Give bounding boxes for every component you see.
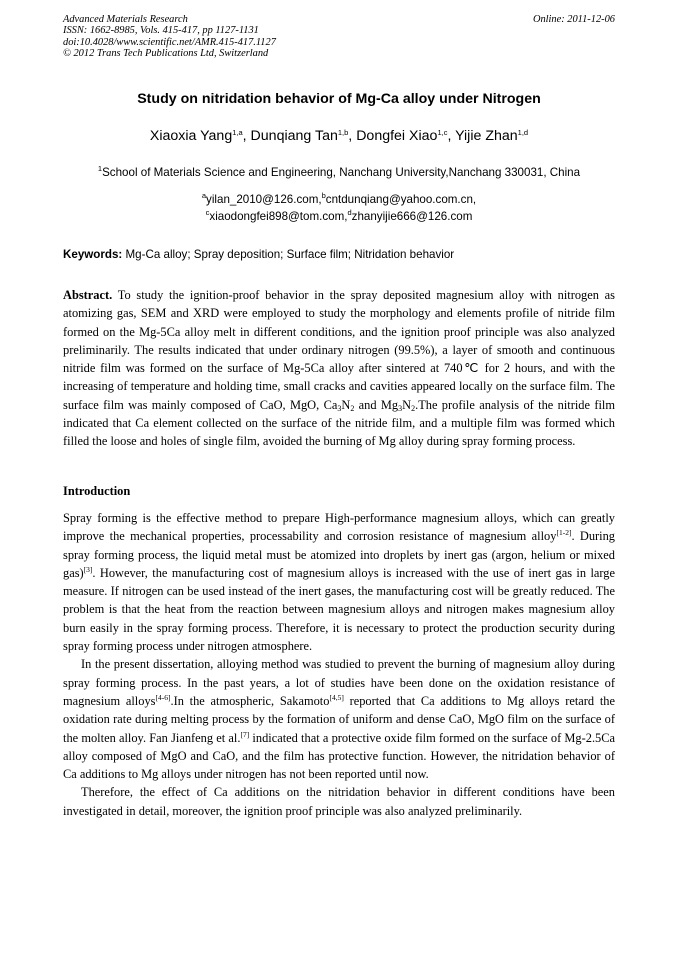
paragraph-text: reported that Ca additions to Mg alloys retard the oxidation rate during melting process by the formation of uniform and dense CaO, MgO film on the surface of the molten alloy. Fan Jianfeng et al.: [63, 693, 615, 745]
subscript: 3: [398, 403, 403, 413]
abstract-text: .The profile analysis of the nitride film indicated that Ca element collected on the surface of the nitride film, and a multiple film was formed which filled the loose and holes of single film, avoided the burning of Mg alloy during spray forming process.: [63, 397, 615, 449]
email-line: [0, 191, 678, 208]
abstract-text: To study the ignition-proof behavior in the spray deposited magnesium alloy with nitrogen as atomizing gas, SEM and XRD were employed to study the morphology and elements profile of nitride film formed on the Mg-5Ca alloy melt in different conditions, and the ignition proof principle was also analyzed preliminarily. The results indicated that under ordinary nitrogen (99.5%), a layer of smooth and continuous nitride film was formed on the surface of Mg-5Ca alloy after sintered at 740℃ for 2 hours, and with the increasing of temperature and holding time, small cracks and cavities appeared locally on the surface film. The surface film was mainly composed of CaO, MgO, Ca: [63, 288, 615, 412]
subscript: 2: [350, 403, 355, 413]
email-address: cntdunqiang@yahoo.com.cn,: [325, 193, 477, 206]
email-mark: c: [205, 208, 210, 217]
author-list: [0, 128, 678, 144]
author-name: Dunqiang Tan: [250, 128, 338, 144]
abstract-label: Abstract.: [63, 288, 113, 302]
email-address: yilan_2010@126.com,: [206, 193, 322, 206]
paragraph-text: Therefore, the effect of Ca additions on the nitridation behavior in different conditions have been investigated in detail, moreover, the ignition proof principle was also analyzed preliminarily.: [63, 785, 615, 818]
citation: [4,5]: [329, 692, 344, 702]
email-block: [0, 191, 678, 225]
abstract-text: N: [402, 397, 412, 412]
author-affiliation-mark: 1,d: [517, 128, 529, 137]
section-heading: Introduction: [63, 484, 131, 498]
author-affiliation-mark: 1,c: [437, 128, 448, 137]
affiliation: [0, 166, 678, 179]
email-address: xiaodongfei898@tom.com,: [209, 210, 348, 223]
author-separator: ,: [242, 128, 251, 144]
paragraph-text: In the present dissertation, alloying method was studied to prevent the burning of magnesium alloy during spray forming process. In the past years, a lot of studies have been done on the oxidation resistance of magnesium alloys: [63, 657, 615, 708]
citation: [7]: [240, 729, 250, 739]
copyright-line: © 2012 Trans Tech Publications Ltd, Switzerland: [63, 48, 269, 60]
author-affiliation-mark: 1,b: [337, 128, 349, 137]
abstract-text: N: [341, 397, 351, 412]
abstract: [63, 286, 615, 451]
paragraph: [63, 783, 615, 820]
affiliation-text: School of Materials Science and Engineering, Nanchang University,Nanchang 330031, China: [102, 166, 581, 179]
abstract-text: and Mg: [354, 397, 399, 412]
citation: [3]: [83, 564, 93, 574]
author-name: Yijie Zhan: [455, 128, 518, 144]
email-line: [0, 208, 678, 225]
online-date: Online: 2011-12-06: [532, 14, 615, 25]
author-separator: ,: [447, 128, 456, 144]
paragraph-text: . During spray forming process, the liquid metal must be atomized into droplets by inert gas (argon, helium or mixed gas): [63, 529, 615, 580]
author-separator: ,: [348, 128, 357, 144]
paragraph-text: indicated that a protective oxide film formed on the surface of Mg-2.5Ca alloy composed of MgO and CaO, and the film has protective function. However, the nitridation behavior of Ca additions to Mg alloys under nitrogen has not been reported until now.: [63, 730, 616, 782]
paragraph-text: .In the atmospheric, Sakamoto: [170, 693, 330, 708]
subscript: 2: [411, 403, 416, 413]
keywords-label: Keywords:: [63, 248, 123, 261]
email-mark: a: [201, 191, 207, 200]
citation: [1-2]: [556, 528, 572, 538]
author-name: Dongfei Xiao: [356, 128, 438, 144]
author-name: Xiaoxia Yang: [149, 128, 233, 144]
keywords: [63, 248, 615, 261]
paragraph-text: . However, the manufacturing cost of magnesium alloys is increased with the use of inert gas in large measure. If nitrogen can be used instead of the inert gases, the manufacturing cost will be greatly reduced. The problem is that the heat from the reaction between magnesium alloys and nitrogen makes magnesium alloy burn easily in the spray forming process. Therefore, it is necessary to protect the production security during spray forming process under nitrogen atmosphere.: [63, 565, 615, 654]
keywords-text: Mg-Ca alloy; Spray deposition; Surface film; Nitridation behavior: [122, 248, 455, 261]
paper-title: Study on nitridation behavior of Mg-Ca alloy under Nitrogen: [137, 91, 541, 107]
paragraph: [63, 509, 615, 655]
body-text: [63, 509, 615, 820]
page-header: [63, 14, 615, 60]
email-address: zhanyijie666@126.com: [351, 210, 473, 223]
paragraph: [63, 655, 615, 783]
doi-line: doi:10.4028/www.scientific.net/AMR.415-417.1127: [63, 36, 276, 48]
email-mark: b: [321, 191, 326, 200]
affiliation-mark: 1: [97, 164, 103, 173]
issn-line: ISSN: 1662-8985, Vols. 415-417, pp 1127-1131: [63, 25, 259, 37]
citation: [4-6]: [155, 692, 171, 702]
subscript: 3: [337, 403, 342, 413]
journal-name: Advanced Materials Research: [63, 14, 188, 25]
email-mark: d: [347, 208, 352, 217]
paragraph-text: Spray forming is the effective method to prepare High-performance magnesium alloys, which can greatly improve the mechanical properties, processability and corrosion resistance of magnesium alloy: [63, 511, 615, 544]
author-affiliation-mark: 1,a: [232, 128, 243, 137]
